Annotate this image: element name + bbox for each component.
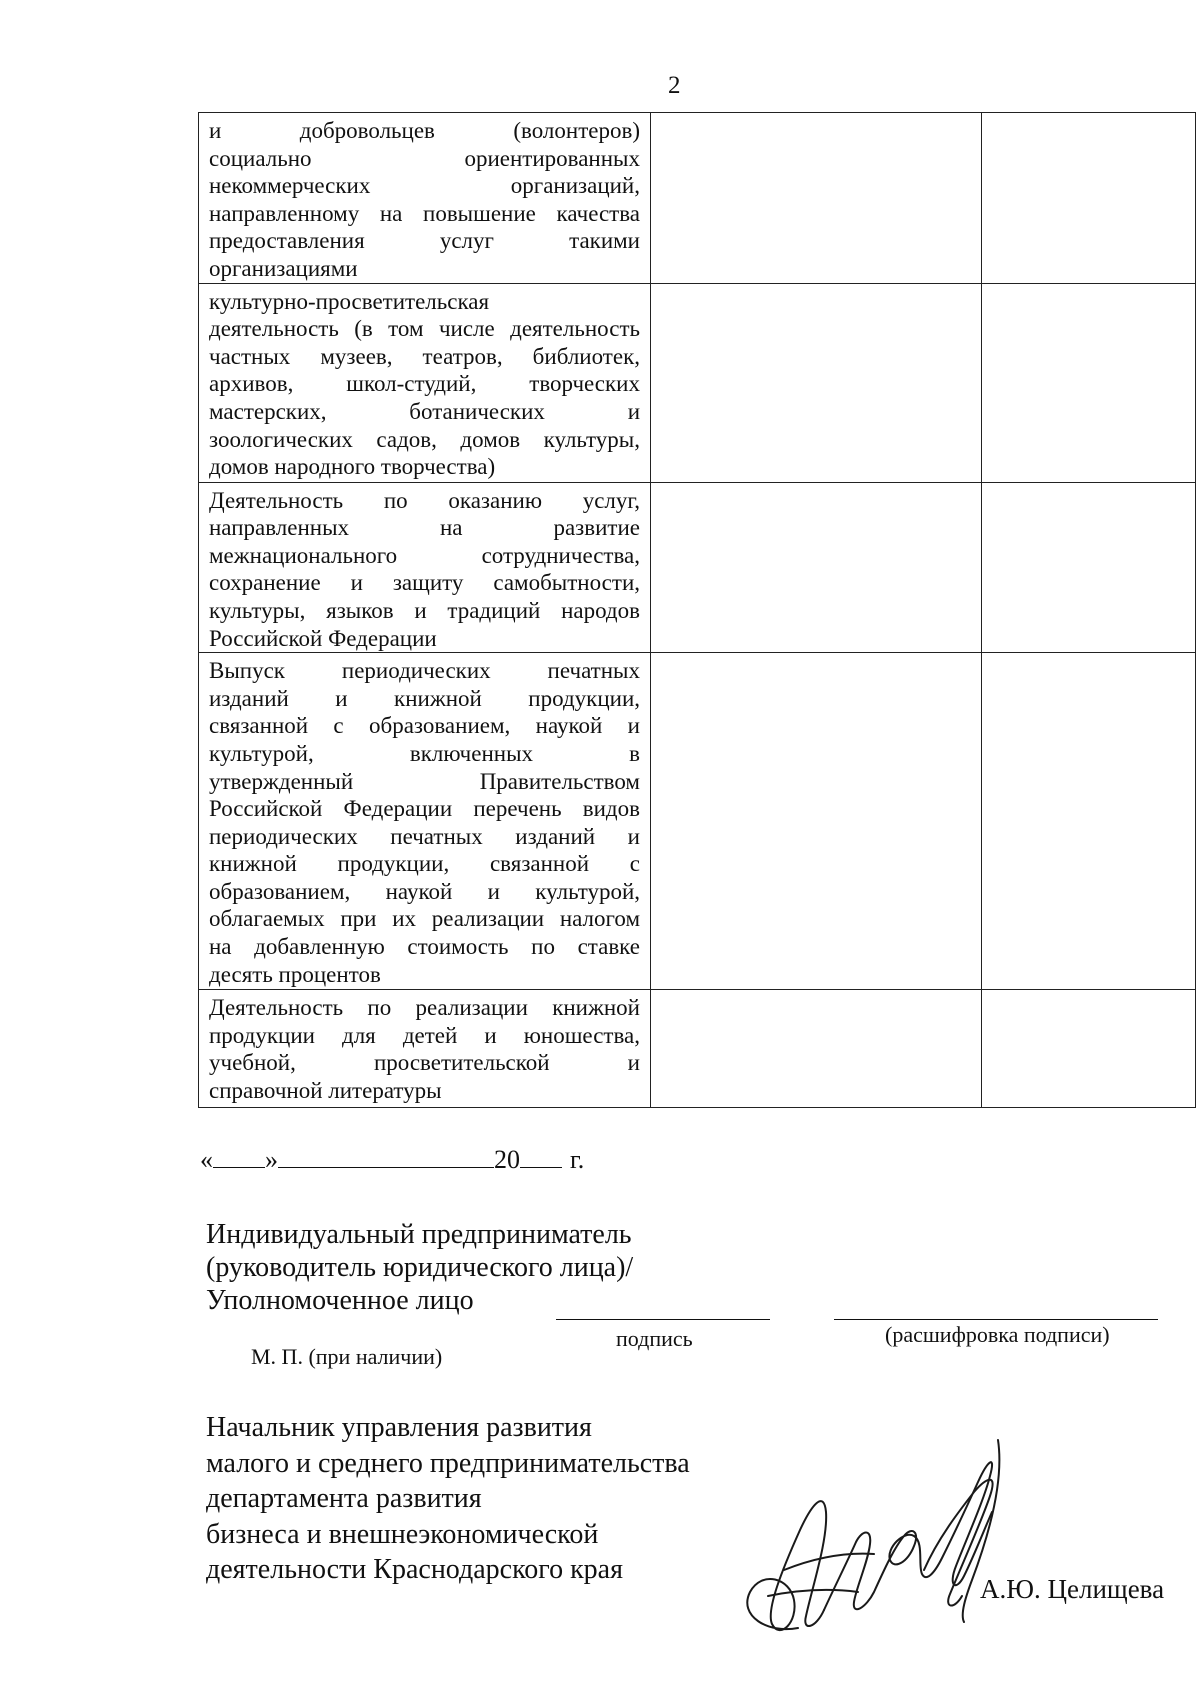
activity-description-line: образованием, наукой и культурой, [209, 878, 640, 904]
activity-description-line: на добавленную стоимость по ставке [209, 934, 640, 960]
signatory-line-2: (руководитель юридического лица)/ [206, 1252, 634, 1283]
table-cell-blank [982, 990, 1196, 1108]
activity-description-line: культурно-просветительская [209, 288, 490, 314]
date-open-quote: « [200, 1145, 213, 1174]
official-title-line: Начальник управления развития [206, 1412, 592, 1443]
table-row [199, 653, 1196, 990]
table-cell-blank [982, 653, 1196, 990]
activity-description-line: предоставления услуг такими [209, 228, 640, 254]
activity-description-line: и добровольцев (волонтеров) [209, 118, 640, 143]
activity-description-line: сохранение и защиту самобытности, [209, 570, 640, 596]
activity-description-line: межнационального сотрудничества, [209, 542, 640, 568]
activity-description-line: связанной с образованием, наукой и [209, 713, 640, 739]
handwritten-signature [728, 1420, 1018, 1650]
activity-description-line: справочной литературы [209, 1077, 442, 1103]
activity-description-line: домов народного творчества) [209, 454, 496, 480]
date-line [200, 1143, 584, 1175]
activity-description-line: архивов, школ-студий, творческих [209, 371, 640, 397]
official-title-line: бизнеса и внешнеэкономической [206, 1518, 599, 1550]
activity-description-line: изданий и книжной продукции, [209, 685, 640, 711]
signature-caption: подпись [616, 1326, 693, 1351]
activity-description-line: Российской Федерации перечень видов [209, 796, 640, 822]
year-blank [520, 1143, 562, 1168]
month-blank [278, 1143, 494, 1168]
activity-description-cell [199, 283, 651, 482]
table-cell-blank [982, 482, 1196, 653]
activity-description-line: организациями [209, 255, 358, 281]
day-blank [213, 1143, 265, 1168]
official-title-line: малого и среднего предпринимательства [206, 1447, 690, 1479]
activity-description-line: Деятельность по реализации книжной [209, 995, 640, 1021]
activity-description-line: Выпуск периодических печатных [209, 658, 640, 684]
activity-description-line: направленному на повышение качества [209, 200, 640, 226]
activity-description-line: утвержденный Правительством [209, 768, 640, 794]
signatory-title [206, 1218, 633, 1317]
decoding-blank-line [834, 1319, 1158, 1320]
activity-description-line: учебной, просветительской и [209, 1050, 640, 1076]
activity-description-line: социально ориентированных [209, 145, 640, 171]
activity-description-line: Российской Федерации [209, 625, 437, 651]
year-suffix: г. [570, 1145, 585, 1174]
activity-description-cell [199, 113, 651, 284]
table-cell-blank [651, 482, 982, 653]
table-cell-blank [651, 283, 982, 482]
date-close-quote: » [265, 1145, 278, 1174]
activity-description-line: направленных на развитие [209, 515, 640, 541]
activity-description-line: деятельность (в том числе деятельность [209, 316, 640, 342]
table-cell-blank [651, 113, 982, 284]
activities-table [198, 112, 1196, 1108]
official-title-line: деятельности Краснодарского края [206, 1554, 623, 1585]
activity-description-line: мастерских, ботанических и [209, 398, 640, 424]
activity-description-line: облагаемых при их реализации налогом [209, 906, 640, 932]
activity-description-line: продукции для детей и юношества, [209, 1022, 640, 1048]
table-cell-blank [982, 113, 1196, 284]
signature-blank-line [556, 1319, 770, 1320]
activity-description-cell [199, 653, 651, 990]
official-name: А.Ю. Целищева [980, 1574, 1165, 1604]
signatory-line-3: Уполномоченное лицо [206, 1285, 474, 1316]
table-cell-blank [651, 990, 982, 1108]
activity-description-line: некоммерческих организаций, [209, 173, 640, 199]
table-row [199, 113, 1196, 284]
page-number: 2 [668, 72, 681, 99]
activity-description-cell [199, 482, 651, 653]
table-cell-blank [982, 283, 1196, 482]
table-row [199, 283, 1196, 482]
table-row [199, 990, 1196, 1108]
activity-description-line: зоологических садов, домов культуры, [209, 426, 640, 452]
official-title [206, 1410, 690, 1588]
decoding-caption: (расшифровка подписи) [885, 1322, 1110, 1347]
activity-description-line: культурой, включенных в [209, 740, 640, 766]
year-prefix: 20 [494, 1145, 520, 1174]
official-title-line: департамента развития [206, 1483, 482, 1514]
activity-description-line: частных музеев, театров, библиотек, [209, 343, 640, 369]
activity-description-line: Деятельность по оказанию услуг, [209, 487, 640, 513]
signatory-line-1: Индивидуальный предприниматель [206, 1219, 632, 1250]
activity-description-line: периодических печатных изданий и [209, 823, 640, 849]
activity-description-cell [199, 990, 651, 1108]
activity-description-line: культуры, языков и традиций народов [209, 597, 640, 623]
activity-description-line: десять процентов [209, 961, 381, 987]
table-cell-blank [651, 653, 982, 990]
activity-description-line: книжной продукции, связанной с [209, 851, 640, 877]
table-row [199, 482, 1196, 653]
stamp-note: М. П. (при наличии) [251, 1344, 443, 1369]
